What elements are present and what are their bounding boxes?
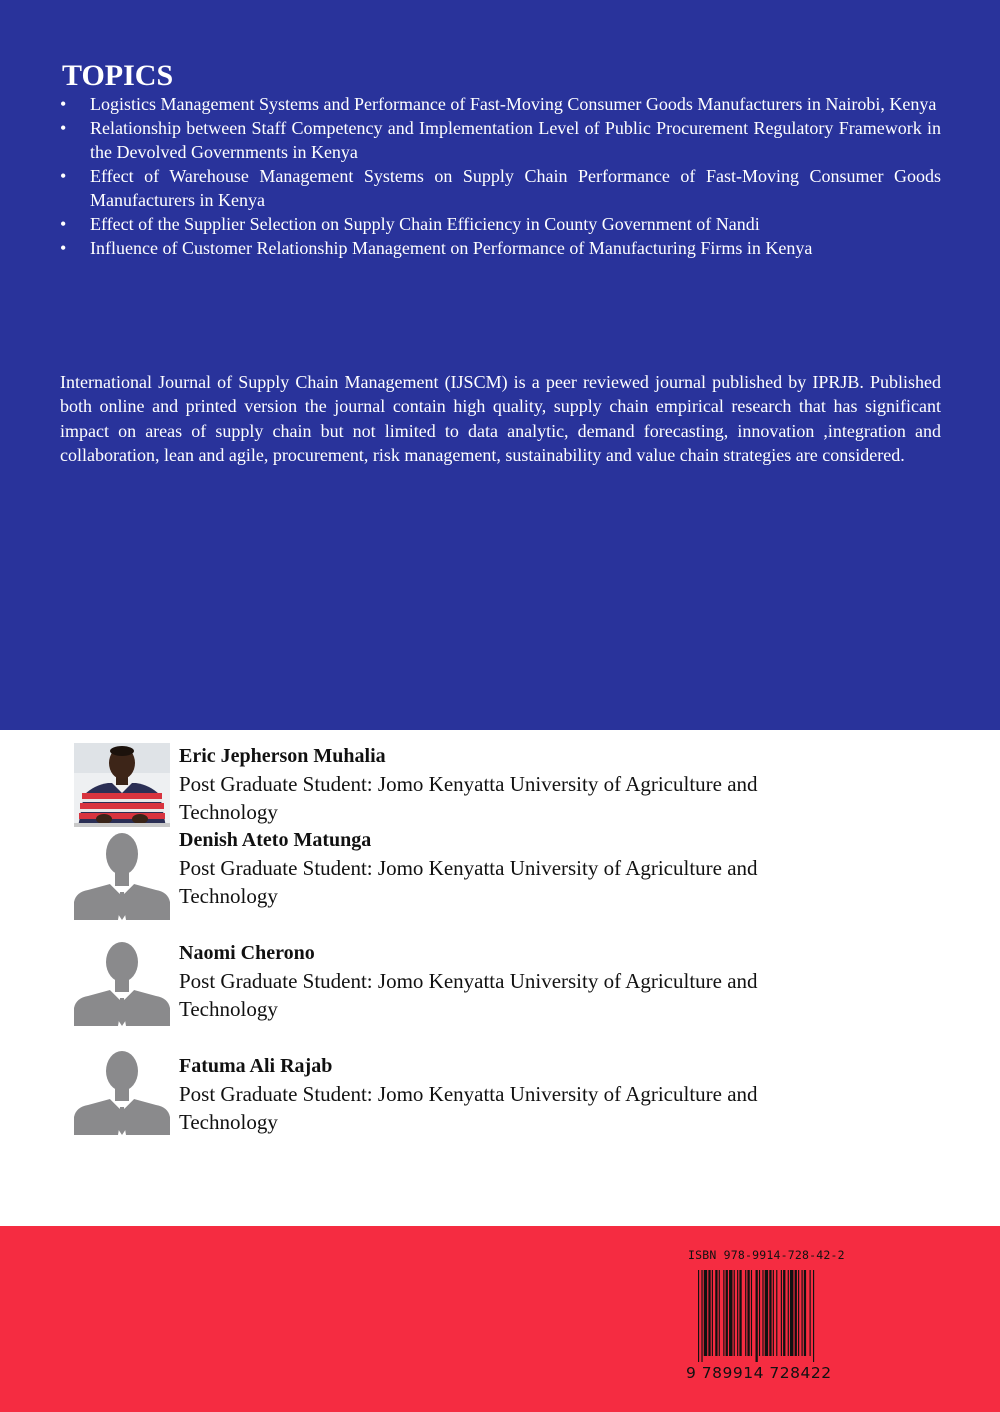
- topic-text: Effect of Warehouse Management Systems on Supply Chain Performance of Fast-Moving Consumer Goods Manufacturers in Kenya: [90, 166, 941, 210]
- isbn-label: ISBN 978-9914-728-42-2: [688, 1248, 845, 1262]
- barcode-bar: [783, 1270, 785, 1356]
- barcode-bar: [747, 1270, 749, 1356]
- barcode-bar: [701, 1270, 702, 1362]
- barcode-bar: [813, 1270, 814, 1362]
- barcode-bar: [810, 1270, 811, 1356]
- barcode-bar: [712, 1270, 713, 1356]
- barcode-bar: [704, 1270, 707, 1356]
- barcode-bar: [765, 1270, 768, 1356]
- person-photo: [74, 743, 170, 827]
- barcode-icon: [698, 1270, 852, 1362]
- bullet-icon: •: [60, 238, 67, 258]
- topic-text: Influence of Customer Relationship Management on Performance of Manufacturing Firms in Kenya: [90, 238, 813, 258]
- author-name: Naomi Cherono: [179, 942, 315, 964]
- barcode-bar: [756, 1270, 758, 1362]
- barcode-bar: [715, 1270, 717, 1356]
- barcode-bar: [726, 1270, 728, 1356]
- silhouette-avatar-icon: [74, 830, 170, 920]
- author-name: Denish Ateto Matunga: [179, 829, 372, 851]
- author-photo: [74, 940, 170, 1026]
- barcode-bar: [745, 1270, 746, 1356]
- barcode-bar: [804, 1270, 806, 1356]
- topics-list: [60, 92, 941, 260]
- barcode-bar: [739, 1270, 741, 1356]
- barcode-bar: [802, 1270, 803, 1356]
- barcode-bar: [698, 1270, 699, 1362]
- author-photo: [74, 830, 170, 920]
- topics-heading: TOPICS: [62, 59, 174, 92]
- author-affiliation: Post Graduate Student: Jomo Kenyatta University of Agriculture and Technology: [179, 856, 758, 908]
- topic-item: [60, 92, 941, 116]
- barcode-bar: [795, 1270, 797, 1356]
- barcode-bar: [729, 1270, 732, 1356]
- bullet-icon: •: [60, 94, 67, 114]
- topic-text: Relationship between Staff Competency and Implementation Level of Public Procurement Regulatory Framework in the Devolved Governments in Kenya: [90, 118, 941, 162]
- topic-item: [60, 164, 941, 212]
- topic-item: [60, 236, 941, 260]
- barcode-bar: [781, 1270, 782, 1356]
- author-name: Eric Jepherson Muhalia: [179, 745, 386, 767]
- barcode-bar: [769, 1270, 771, 1356]
- silhouette-avatar-icon: [74, 940, 170, 1026]
- barcode-digits: 9 789914 728422: [686, 1364, 832, 1382]
- journal-description: International Journal of Supply Chain Management (IJSCM) is a peer reviewed journal published by IPRJB. Published both online and printed version the journal contain high quality, supply chain empirical research that has significant impact on areas of supply chain but not limited to data analytic, demand forecasting, innovation ,integration and collaboration, lean and agile, procurement, risk management, sustainability and value chain strategies are considered.: [60, 372, 941, 465]
- barcode-bar: [708, 1270, 710, 1356]
- barcode-bar: [773, 1270, 774, 1356]
- topic-item: [60, 116, 941, 164]
- barcode-bar: [737, 1270, 738, 1356]
- barcode-bar: [790, 1270, 793, 1356]
- barcode-bar: [723, 1270, 724, 1356]
- topic-item: [60, 212, 941, 236]
- barcode-bar: [762, 1270, 763, 1356]
- barcode-bar: [798, 1270, 799, 1356]
- author-photo: [74, 743, 170, 827]
- author-affiliation: Post Graduate Student: Jomo Kenyatta University of Agriculture and Technology: [179, 1082, 758, 1134]
- silhouette-avatar-icon: [74, 1049, 170, 1135]
- barcode-bar: [719, 1270, 720, 1356]
- barcode-bar: [759, 1270, 760, 1356]
- footer-panel: [0, 1226, 1000, 1412]
- author-name: Fatuma Ali Rajab: [179, 1055, 333, 1077]
- bullet-icon: •: [60, 118, 67, 138]
- topic-text: Effect of the Supplier Selection on Supply Chain Efficiency in County Government of Nandi: [90, 214, 760, 234]
- author-affiliation: Post Graduate Student: Jomo Kenyatta University of Agriculture and Technology: [179, 969, 758, 1021]
- author-photo: [74, 1049, 170, 1135]
- barcode-bar: [734, 1270, 735, 1356]
- author-affiliation: Post Graduate Student: Jomo Kenyatta University of Agriculture and Technology: [179, 772, 758, 824]
- barcode-bar: [788, 1270, 789, 1356]
- barcode-bar: [751, 1270, 752, 1356]
- bullet-icon: •: [60, 214, 67, 234]
- topic-text: Logistics Management Systems and Performance of Fast-Moving Consumer Goods Manufacturers in Nairobi, Kenya: [90, 94, 937, 114]
- bullet-icon: •: [60, 166, 67, 186]
- barcode-bar: [776, 1270, 777, 1356]
- isbn-barcode: [686, 1244, 862, 1394]
